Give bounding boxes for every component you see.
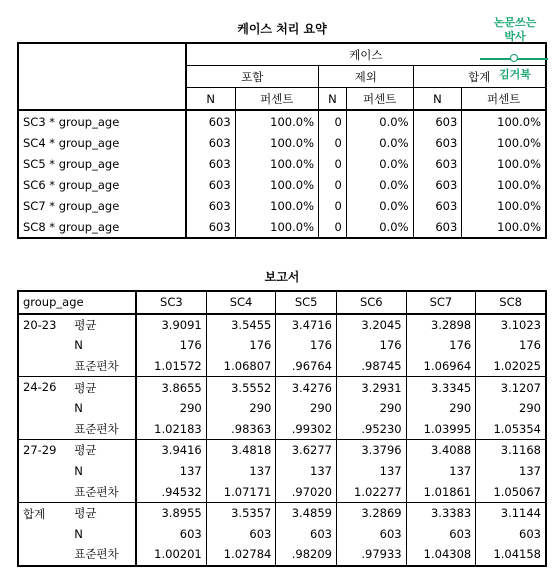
table-cell: 3.3796: [336, 440, 406, 461]
table-cell: 3.4716: [276, 314, 337, 336]
table-cell: 1.02025: [476, 356, 546, 377]
column-header: 퍼센트: [462, 88, 546, 111]
table-cell: 100.0%: [462, 132, 546, 153]
table-cell: 3.6277: [276, 440, 337, 461]
column-header: 퍼센트: [235, 88, 318, 111]
group-label: 24-26: [18, 377, 70, 440]
table-cell: 137: [476, 461, 546, 482]
table-cell: 3.2898: [406, 314, 476, 336]
table-cell: 603: [413, 216, 462, 238]
subgroup-header: 제외: [319, 66, 414, 88]
table-cell: 100.0%: [462, 153, 546, 174]
table-cell: 3.2869: [336, 502, 406, 523]
table-cell: .96764: [276, 356, 337, 377]
table-cell: 3.5552: [206, 377, 276, 398]
stat-label: N: [70, 335, 136, 356]
group-label: 20-23: [18, 314, 70, 377]
row-label: SC7 * group_age: [18, 195, 186, 216]
table-cell: 3.4818: [206, 440, 276, 461]
report-title: 보고서: [264, 270, 300, 284]
subgroup-header: 포함: [186, 66, 319, 88]
table-row: [18, 132, 546, 153]
stat-label: 표준편차: [70, 356, 136, 377]
table-cell: 603: [186, 132, 236, 153]
table-row: [18, 377, 546, 398]
table-cell: .98363: [206, 419, 276, 440]
table-cell: 0.0%: [346, 153, 413, 174]
table-cell: 100.0%: [462, 195, 546, 216]
table-row: [18, 502, 546, 523]
watermark-dot-icon: [510, 54, 518, 62]
table-cell: 603: [186, 174, 236, 195]
table-cell: 0.0%: [346, 195, 413, 216]
table-cell: 137: [336, 461, 406, 482]
table-cell: 1.06964: [406, 356, 476, 377]
group-label: 27-29: [18, 440, 70, 503]
table-cell: 603: [413, 195, 462, 216]
table-cell: 0.0%: [346, 110, 413, 132]
table-cell: 137: [206, 461, 276, 482]
table-cell: 290: [206, 398, 276, 419]
table-cell: 1.02277: [336, 481, 406, 502]
table-cell: 3.8655: [136, 377, 206, 398]
column-header: SC4: [206, 291, 276, 314]
table-cell: 3.1207: [476, 377, 546, 398]
table-cell: 3.2931: [336, 377, 406, 398]
stat-label: 표준편차: [70, 419, 136, 440]
stub-header: [18, 43, 186, 110]
column-header: SC6: [336, 291, 406, 314]
table-cell: .97020: [276, 481, 337, 502]
column-header: SC7: [406, 291, 476, 314]
table-cell: 603: [206, 524, 276, 545]
table-cell: 3.4859: [276, 502, 337, 523]
table-cell: 3.1144: [476, 502, 546, 523]
table-cell: 290: [406, 398, 476, 419]
table-cell: 603: [406, 524, 476, 545]
table-cell: 176: [406, 335, 476, 356]
table-cell: 1.01861: [406, 481, 476, 502]
table-row: [18, 419, 546, 440]
table-cell: 1.05354: [476, 419, 546, 440]
table-row: [18, 216, 546, 238]
column-header: N: [186, 88, 236, 111]
table-cell: 176: [276, 335, 337, 356]
table-cell: 3.8955: [136, 502, 206, 523]
stat-label: 표준편차: [70, 544, 136, 566]
table-cell: 1.04158: [476, 544, 546, 566]
table-cell: 603: [186, 195, 236, 216]
table-cell: 1.00201: [136, 544, 206, 566]
table-cell: .98745: [336, 356, 406, 377]
table-cell: 100.0%: [235, 195, 318, 216]
table-cell: 290: [276, 398, 337, 419]
row-label: SC8 * group_age: [18, 216, 186, 238]
table-cell: 1.05067: [476, 481, 546, 502]
column-header: N: [319, 88, 347, 111]
table-cell: 3.5455: [206, 314, 276, 336]
table-cell: 1.02183: [136, 419, 206, 440]
table-cell: 1.07171: [206, 481, 276, 502]
table-cell: 603: [186, 216, 236, 238]
column-header: SC8: [476, 291, 546, 314]
table-cell: 100.0%: [235, 110, 318, 132]
table-cell: 176: [336, 335, 406, 356]
column-header: 퍼센트: [346, 88, 413, 111]
table-cell: 100.0%: [235, 153, 318, 174]
table-cell: 176: [476, 335, 546, 356]
table-cell: 3.2045: [336, 314, 406, 336]
row-header-label: group_age: [18, 291, 136, 314]
stat-label: 평균: [70, 377, 136, 398]
table-cell: 0: [319, 153, 347, 174]
stat-label: 평균: [70, 502, 136, 523]
table-cell: 3.1168: [476, 440, 546, 461]
table-cell: 3.9091: [136, 314, 206, 336]
table-cell: 0: [319, 132, 347, 153]
table-cell: .99302: [276, 419, 337, 440]
table-cell: 603: [186, 110, 236, 132]
column-header: N: [413, 88, 462, 111]
table-cell: 3.5357: [206, 502, 276, 523]
table-cell: 603: [413, 174, 462, 195]
summary-title: 케이스 처리 요약: [237, 22, 327, 36]
table-cell: 1.02784: [206, 544, 276, 566]
table-cell: 603: [276, 524, 337, 545]
table-cell: 100.0%: [462, 174, 546, 195]
table-row: [18, 461, 546, 482]
stat-label: 표준편차: [70, 481, 136, 502]
table-cell: 0: [319, 195, 347, 216]
stat-label: 평균: [70, 314, 136, 336]
table-cell: 100.0%: [235, 216, 318, 238]
table-row: [18, 110, 546, 132]
table-cell: 603: [413, 110, 462, 132]
table-cell: 3.4088: [406, 440, 476, 461]
table-cell: 1.01572: [136, 356, 206, 377]
table-cell: .94532: [136, 481, 206, 502]
table-row: [18, 440, 546, 461]
table-cell: 603: [413, 153, 462, 174]
table-cell: 290: [336, 398, 406, 419]
row-label: SC3 * group_age: [18, 110, 186, 132]
table-cell: 0.0%: [346, 174, 413, 195]
table-cell: 176: [136, 335, 206, 356]
table-row: [18, 153, 546, 174]
table-cell: 3.9416: [136, 440, 206, 461]
case-summary-table: [17, 42, 547, 239]
table-cell: 100.0%: [235, 132, 318, 153]
table-cell: 603: [136, 524, 206, 545]
table-cell: 176: [206, 335, 276, 356]
table-cell: 3.4276: [276, 377, 337, 398]
cases-group-header: 케이스: [186, 43, 546, 66]
table-cell: 3.3345: [406, 377, 476, 398]
table-cell: 137: [276, 461, 337, 482]
table-cell: .95230: [336, 419, 406, 440]
row-label: SC6 * group_age: [18, 174, 186, 195]
table-cell: 1.03995: [406, 419, 476, 440]
table-cell: 0: [319, 174, 347, 195]
column-header: SC5: [276, 291, 337, 314]
table-cell: 137: [136, 461, 206, 482]
table-cell: .97933: [336, 544, 406, 566]
stat-label: N: [70, 461, 136, 482]
subgroup-header: 합계: [413, 66, 546, 88]
table-cell: 603: [336, 524, 406, 545]
table-cell: 290: [476, 398, 546, 419]
table-cell: 603: [413, 132, 462, 153]
table-cell: 1.06807: [206, 356, 276, 377]
watermark-line2: 박사: [504, 30, 526, 43]
stat-label: N: [70, 524, 136, 545]
table-cell: 1.04308: [406, 544, 476, 566]
table-cell: 100.0%: [462, 110, 546, 132]
table-cell: 0: [319, 110, 347, 132]
table-cell: .98209: [276, 544, 337, 566]
table-cell: 290: [136, 398, 206, 419]
table-cell: 603: [186, 153, 236, 174]
table-row: [18, 544, 546, 566]
table-cell: 100.0%: [462, 216, 546, 238]
table-row: [18, 195, 546, 216]
table-cell: 3.3383: [406, 502, 476, 523]
table-row: [18, 335, 546, 356]
report-table: [17, 290, 547, 567]
table-cell: 0: [319, 216, 347, 238]
table-cell: 3.1023: [476, 314, 546, 336]
group-label: 합계: [23, 506, 46, 521]
table-row: [18, 524, 546, 545]
table-row: [18, 398, 546, 419]
table-cell: 603: [476, 524, 546, 545]
column-header: SC3: [136, 291, 206, 314]
stat-label: 평균: [70, 440, 136, 461]
stat-label: N: [70, 398, 136, 419]
table-cell: 100.0%: [235, 174, 318, 195]
table-row: [18, 174, 546, 195]
row-label: SC4 * group_age: [18, 132, 186, 153]
table-row: [18, 356, 546, 377]
watermark-line3: 김거북: [499, 68, 531, 81]
table-cell: 137: [406, 461, 476, 482]
table-row: [18, 481, 546, 502]
table-cell: 0.0%: [346, 216, 413, 238]
watermark-line1: 논문쓰는: [493, 16, 537, 29]
table-cell: 0.0%: [346, 132, 413, 153]
table-row: [18, 314, 546, 336]
row-label: SC5 * group_age: [18, 153, 186, 174]
